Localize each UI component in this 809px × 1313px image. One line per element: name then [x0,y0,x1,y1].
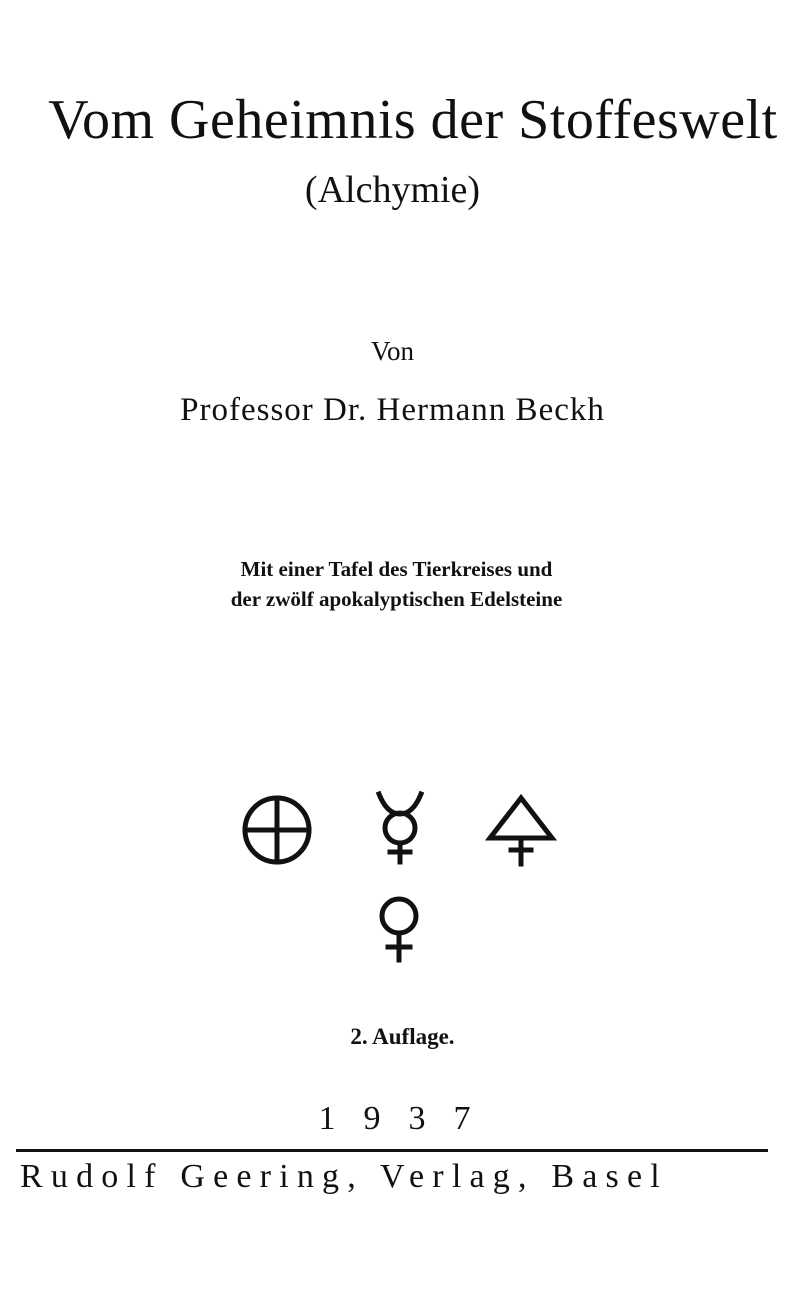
sulfur-symbol-icon [490,798,552,864]
alchemical-symbols [0,780,809,970]
divider-rule [16,1149,768,1152]
author-name: Professor Dr. Hermann Beckh [180,392,605,428]
book-title: Vom Geheimnis der Stoffeswelt [48,89,778,151]
plate-note [0,554,801,614]
by-line: Von [370,336,415,366]
publisher-imprint: Rudolf Geering, Verlag, Basel [20,1158,668,1195]
publication-year: 1937 [318,1100,499,1137]
plate-note-line-2: der zwölf apokalyptischen Edelsteine [230,587,563,611]
book-subtitle: (Alchymie) [304,169,481,211]
earth-symbol-icon [245,798,309,862]
venus-symbol-icon [382,899,416,960]
mercury-symbol-icon [379,794,421,862]
plate-note-line-1: Mit einer Tafel des Tierkreises und [240,557,553,581]
edition-note: 2. Auflage. [350,1024,455,1049]
